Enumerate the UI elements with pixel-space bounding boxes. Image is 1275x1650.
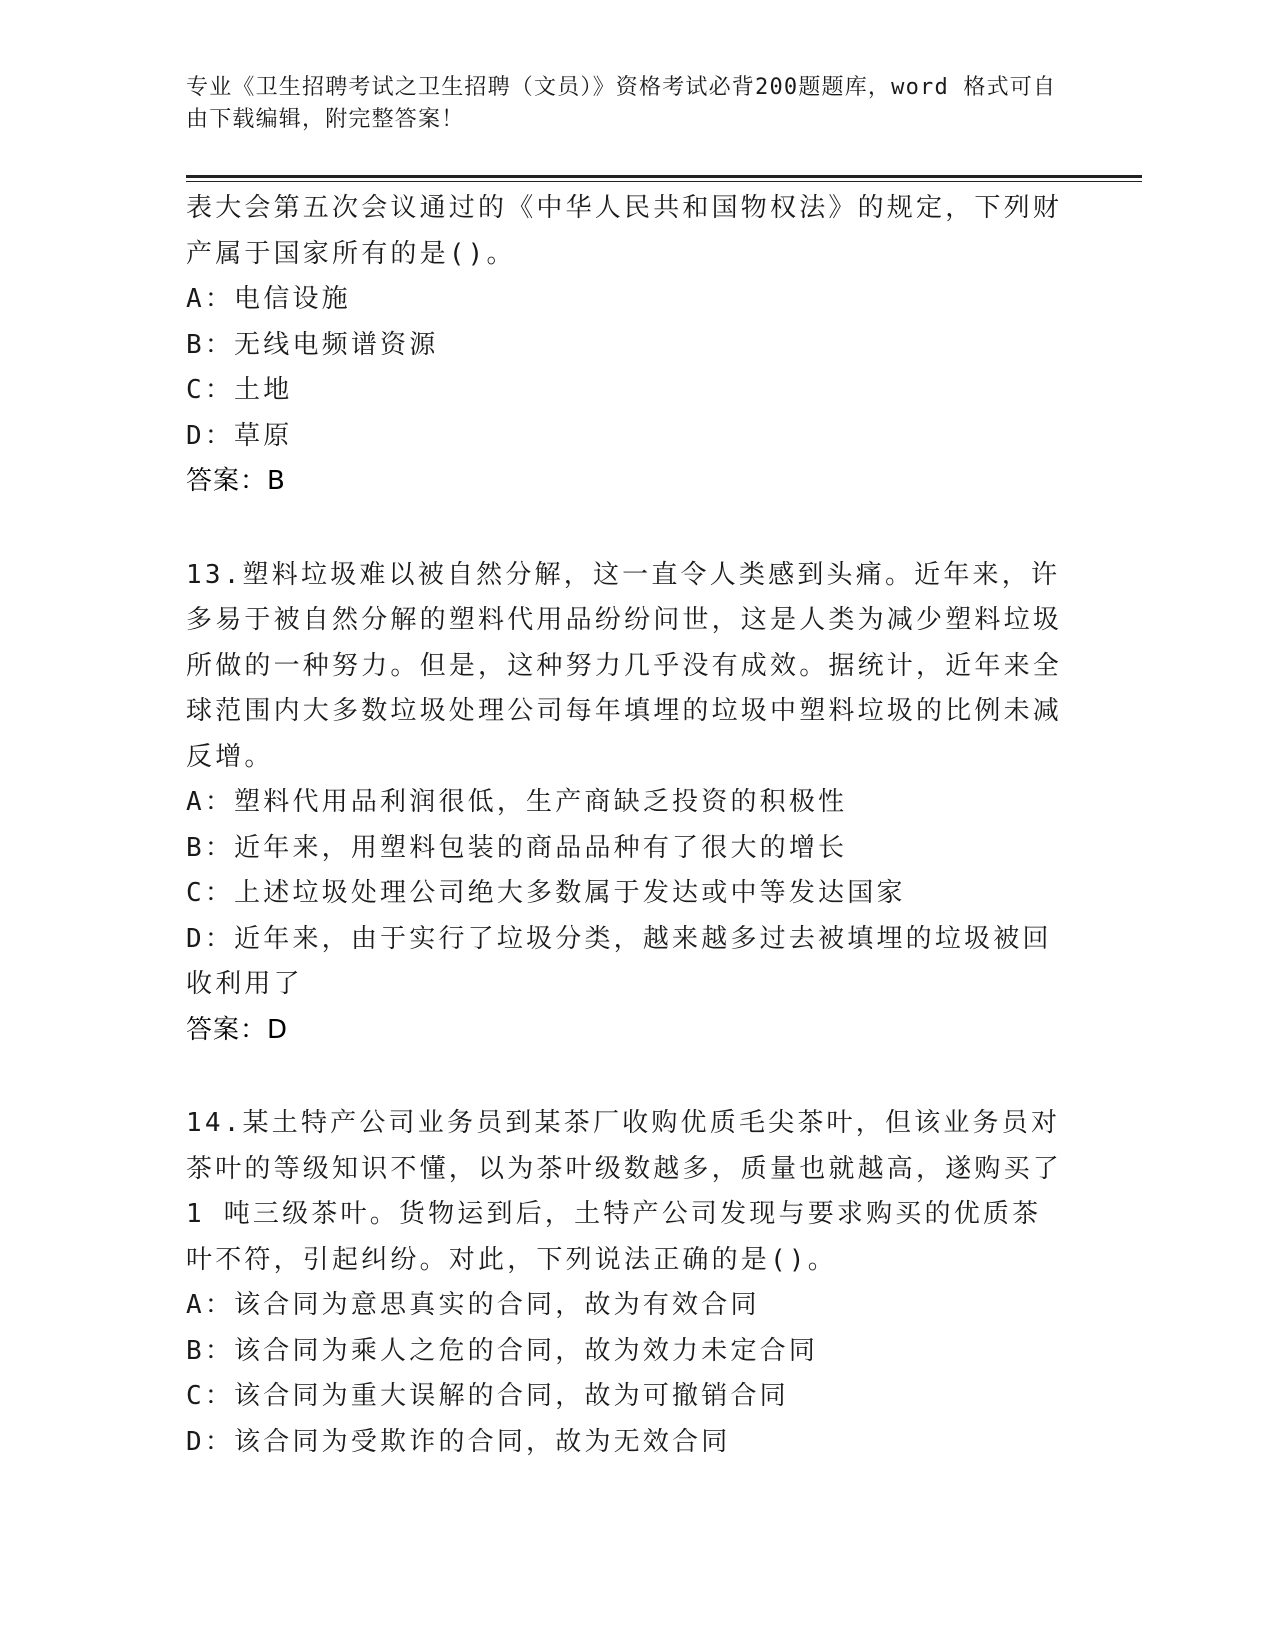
option-a: A：塑料代用品利润很低，生产商缺乏投资的积极性 — [186, 787, 848, 817]
header-divider-thick — [186, 175, 1142, 178]
option-d: D：近年来，由于实行了垃圾分类，越来越多过去被填埋的垃圾被回收利用了 — [186, 923, 1052, 999]
page-header-title: 专业《卫生招聘考试之卫生招聘（文员）》资格考试必背200题题库，word 格式可自由下载编辑，附完整答案！ — [186, 75, 1057, 132]
question-list — [186, 186, 1066, 1513]
option-b: B：该合同为乘人之危的合同，故为效力未定合同 — [186, 1335, 819, 1366]
question-13 — [186, 553, 1066, 1054]
question-stem: 14.某土特产公司业务员到某茶厂收购优质毛尖茶叶，但该业务员对茶叶的等级知识不懂，以为茶叶级数越多，质量也就越高，遂购买了 1 吨三级茶叶。货物运到后，土特产公司发现与要求购买的优质茶叶不符，引起纠纷。对此，下列说法正确的是()。 — [186, 1108, 1063, 1275]
question-stem: 13.塑料垃圾难以被自然分解，这一直令人类感到头痛。近年来，许多易于被自然分解的塑料代用品纷纷问世，这是人类为减少塑料垃圾所做的一种努力。但是，这种努力几乎没有成效。据统计，近年来全球范围内大多数垃圾处理公司每年填埋的垃圾中塑料垃圾的比例未减反增。 — [186, 559, 1063, 772]
option-a: A：电信设施 — [186, 284, 351, 314]
option-c: C：该合同为重大误解的合同，故为可撤销合同 — [186, 1381, 789, 1411]
option-b: B：近年来，用塑料包装的商品品种有了很大的增长 — [186, 832, 848, 863]
option-a: A：该合同为意思真实的合同，故为有效合同 — [186, 1290, 760, 1320]
option-d: D：草原 — [186, 420, 293, 451]
option-b: B：无线电频谱资源 — [186, 329, 439, 360]
option-c: C：土地 — [186, 375, 293, 405]
option-d: D：该合同为受欺诈的合同，故为无效合同 — [186, 1426, 731, 1457]
option-c: C：上述垃圾处理公司绝大多数属于发达或中等发达国家 — [186, 878, 906, 908]
answer-line: 答案：B — [186, 466, 286, 496]
question-14 — [186, 1101, 1066, 1465]
question-stem: 表大会第五次会议通过的《中华人民共和国物权法》的规定，下列财产属于国家所有的是()。 — [186, 193, 1063, 269]
header-divider-thin — [186, 181, 1142, 182]
question-12 — [186, 186, 1066, 505]
answer-line: 答案：D — [186, 1014, 289, 1045]
